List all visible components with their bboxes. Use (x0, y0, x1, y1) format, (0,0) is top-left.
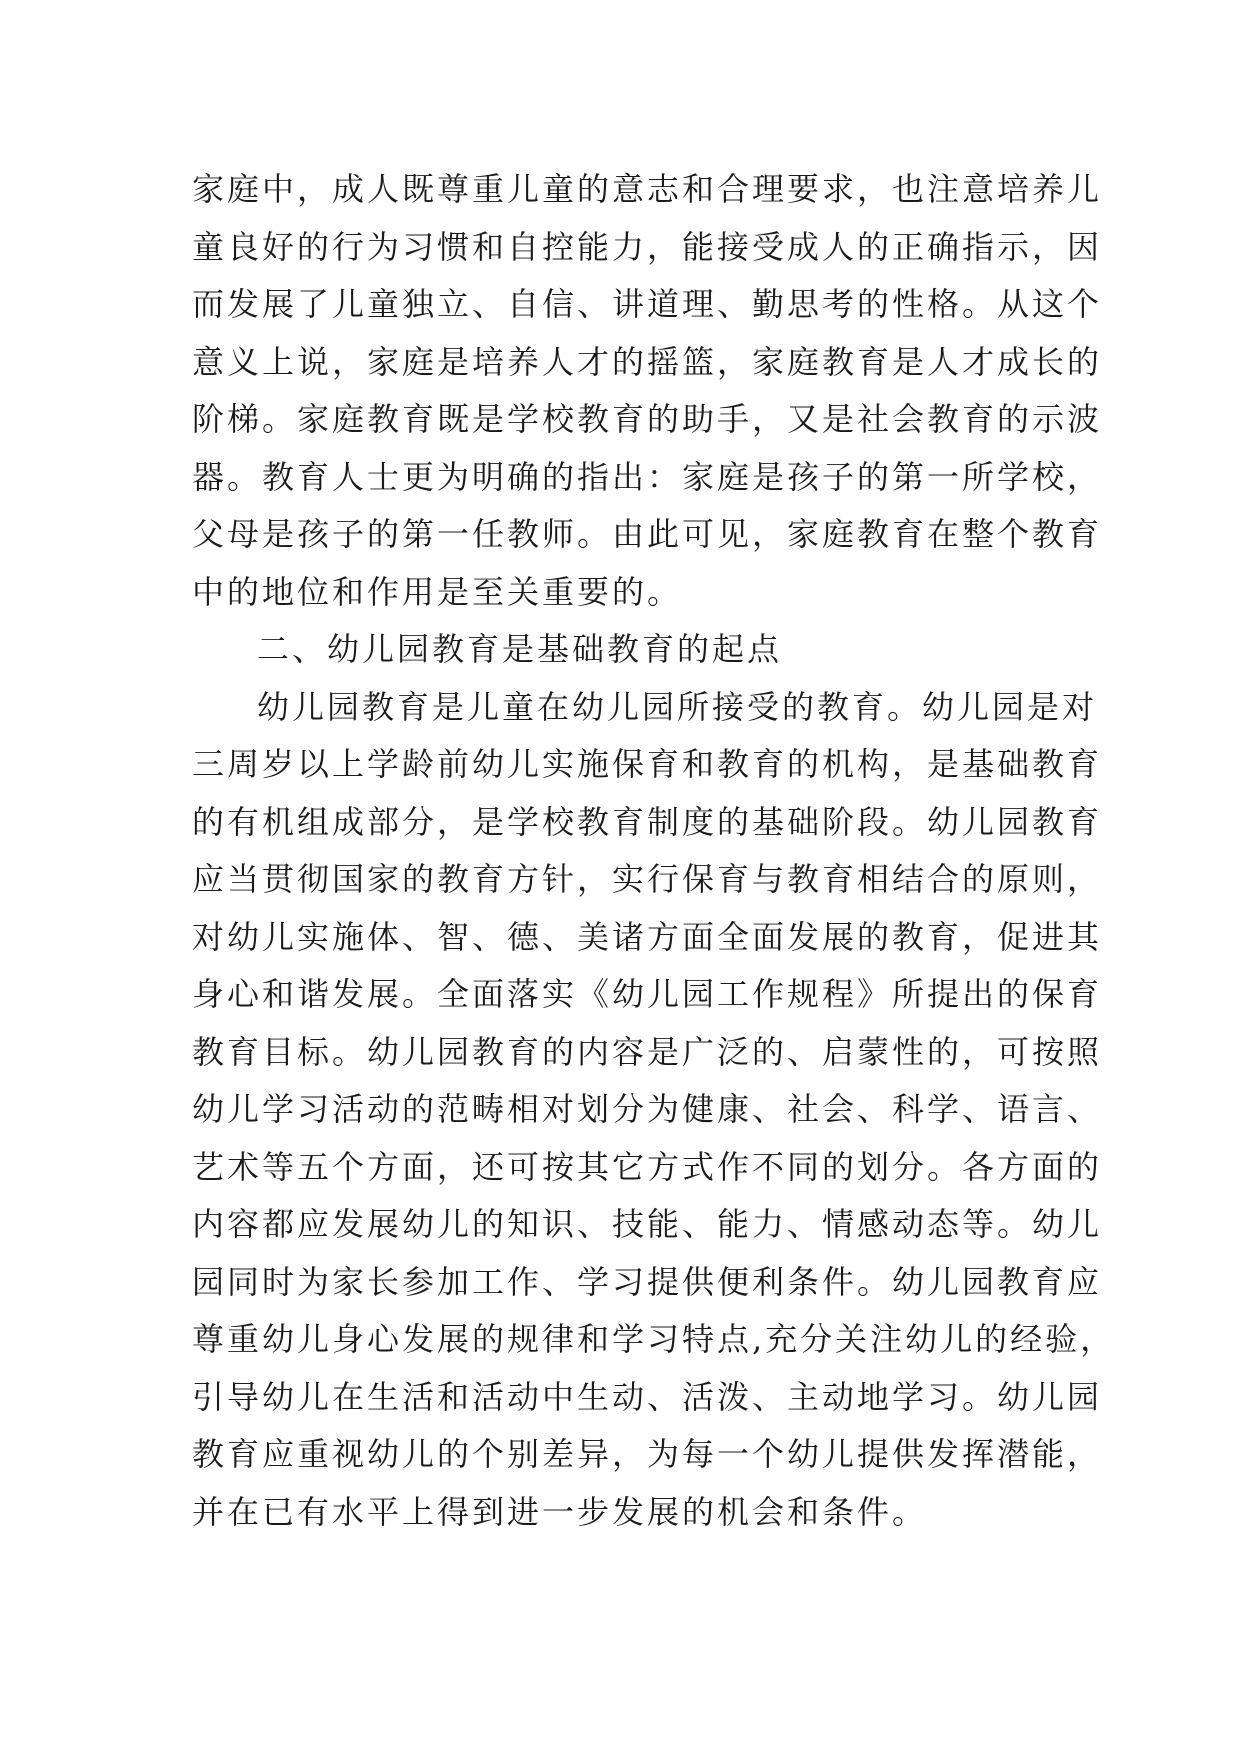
text-line: 园同时为家长参加工作、学习提供便利条件。幼儿园教育应 (192, 1262, 1103, 1301)
text-line: 幼儿学习活动的范畴相对划分为健康、社会、科学、语言、 (192, 1090, 1103, 1128)
text-line: 家庭中，成人既尊重儿童的意志和合理要求，也注意培养儿 (192, 170, 1103, 208)
text-line: 并在已有水平上得到进一步发展的机会和条件。 (192, 1492, 928, 1531)
text-line: 童良好的行为习惯和自控能力，能接受成人的正确指示，因 (192, 227, 1103, 266)
text-line: 艺术等五个方面，还可按其它方式作不同的划分。各方面的 (192, 1147, 1103, 1186)
text-line: 教育应重视幼儿的个别差异，为每一个幼儿提供发挥潜能， (192, 1435, 1103, 1473)
text-line: 意义上说，家庭是培养人才的摇篮，家庭教育是人才成长的 (192, 342, 1103, 381)
text-line: 内容都应发展幼儿的知识、技能、能力、情感动态等。幼儿 (192, 1205, 1103, 1243)
text-line: 幼儿园教育是儿童在幼儿园所接受的教育。幼儿园是对 (257, 687, 1098, 726)
text-line: 中的地位和作用是至关重要的。 (192, 572, 683, 611)
text-line: 教育目标。幼儿园教育的内容是广泛的、启蒙性的，可按照 (192, 1032, 1103, 1071)
text-line: 身心和谐发展。全面落实《幼儿园工作规程》所提出的保育 (192, 975, 1103, 1013)
text-line: 尊重幼儿身心发展的规律和学习特点,充分关注幼儿的经验， (192, 1320, 1116, 1358)
section-heading: 二、幼儿园教育是基础教育的起点 (257, 630, 783, 668)
text-line: 应当贯彻国家的教育方针，实行保育与教育相结合的原则， (192, 860, 1103, 898)
text-line: 阶梯。家庭教育既是学校教育的助手，又是社会教育的示波 (192, 400, 1103, 438)
text-line: 的有机组成部分，是学校教育制度的基础阶段。幼儿园教育 (192, 802, 1103, 841)
text-line: 引导幼儿在生活和活动中生动、活泼、主动地学习。幼儿园 (192, 1377, 1103, 1416)
paragraph-family-education (192, 161, 1103, 621)
text-line: 器。教育人士更为明确的指出：家庭是孩子的第一所学校， (192, 457, 1103, 496)
section-kindergarten-education (192, 621, 1116, 1541)
text-line: 父母是孩子的第一任教师。由此可见，家庭教育在整个教育 (192, 515, 1103, 553)
text-line: 而发展了儿童独立、自信、讲道理、勤思考的性格。从这个 (192, 285, 1103, 323)
text-line: 三周岁以上学龄前幼儿实施保育和教育的机构，是基础教育 (192, 745, 1103, 783)
text-line: 对幼儿实施体、智、德、美诸方面全面发展的教育，促进其 (192, 917, 1103, 956)
